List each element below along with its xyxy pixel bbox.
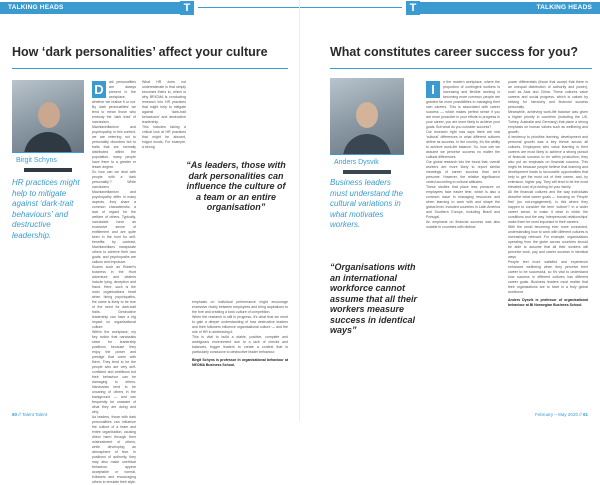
paragraph: This is vital to build a stable, positive, complete and ambiguous environment due to a lack of checks and balances, trigger leaders to create a context that is particularly conducive to destructive leader behaviour. <box>192 335 288 354</box>
title-rule <box>330 68 592 69</box>
body-column-3 <box>192 300 288 404</box>
paragraph: Our global research into the found that, overall workers are more likely to report similar meanings of career success than we’d presume. However, the relative significance varied according to cultural attitudes. <box>426 160 500 184</box>
author-photo <box>330 78 404 170</box>
paragraph: Within the workplace, my key notion that narcissists strive for leadership positions because they enjoy the power and prestige that come with them. They tend to be the people who are very self-confident and ambitious but their behaviour can be damaging to others. Narcissists tend to be uncaring of others in the background — and can frequently be unaware of what they are doing and why. <box>92 330 136 414</box>
footer-separator: // <box>579 412 583 417</box>
standfirst: Business leaders must understand the cultural variations in what motivates workers. <box>330 178 403 229</box>
author-bio <box>508 298 588 308</box>
bio-name: Anders Dysvik <box>508 298 534 302</box>
paragraph: So how can we deal with people with a ‘dark personality’? While narcissism, Machiavellianism and psychopathy differ in many aspects, they share a common characteristic: a lack of regard for the welfare of others. Typically, narcissists have an excessive sense of entitlement and are quite keen in the hunt for self-benefits; by contrast, Machiavellians manipulate others to achieve their own goals; and psychopaths are callous and impulsive. <box>92 170 136 264</box>
portrait-head <box>356 102 378 128</box>
left-page <box>0 0 300 484</box>
magazine-name: Talent Talent <box>21 412 48 417</box>
author-bio: Birgit Schyns is professor in organisational behaviour at NEOMA Business School. <box>192 358 288 367</box>
body-column-2 <box>508 80 588 402</box>
page-footer <box>12 412 47 417</box>
right-page <box>300 0 600 421</box>
paragraph: An emphasis on financial success was also notable in countries with distinct <box>426 220 500 229</box>
magazine-logo-icon: T <box>180 1 194 15</box>
paragraph: n the modern workplace, where the proportion of contingent workers is increasing and flexible working is becoming more common, people are granted far more possibilities in managing their own careers. This is associated with career success — which makes perfect sense if you are more proactive in your efforts to progress in your career, you are more likely to achieve your goals. But what do you consider success? <box>426 80 501 129</box>
body-column-3-top <box>192 80 288 148</box>
title-rule <box>12 68 288 69</box>
footer-separator: // <box>18 412 22 417</box>
author-name: Anders Dysvik <box>330 154 404 170</box>
paragraph: People feel more satisfied and experience enhanced wellbeing when they perceive their career to be successful, so it’s vital to understand how success in different cultures has different career goals. Business leaders must realise that their organisations are to have in a truly global workforce. <box>508 260 588 294</box>
portrait-head <box>38 102 60 128</box>
body-column-2 <box>142 80 186 402</box>
article-title: What constitutes career success for you? <box>330 45 578 59</box>
section-label: TALKING HEADS <box>420 2 600 14</box>
paragraph: These studies that place less pressure on employees face easier time, which is also a common issue in managing resources and when learning to work with and shape the global level. Included countries in Latin America and Southern Europe, including Brazil and Portugal. <box>426 185 500 219</box>
paragraph: power differentials (those that accept that there is an unequal distribution of authority and power), such as Asia and China. These cultures value careers and social progress, which is valued by striving for hierarchy and financial success personally. <box>508 80 588 109</box>
page-number: 60 <box>12 412 18 417</box>
paragraph: emphasis on individual performance might encourage excessive rivalry between employees and bring aspirations to the fore and creating a toxic culture of competition. <box>192 300 288 314</box>
body-column-1 <box>92 80 136 484</box>
author-name: Birgit Schyns <box>12 152 84 168</box>
body-column-1 <box>426 80 500 402</box>
standfirst: HR practices might help to mitigate against ‘dark-trait behaviours’ and destructive leadership. <box>12 178 80 240</box>
header-rule <box>300 7 402 8</box>
drop-cap: D <box>92 81 106 98</box>
paragraph: With the world becoming ever more connected, understanding how to work with different cultures is increasingly relevant. For example, organisations operating from the globe across countries should be able to assume that all their workers will perceive work, pay and career success in identical ways. <box>508 225 588 259</box>
paragraph: When the research is still in progress, it’s clear that we need to gain a deeper understanding of how destructive leaders and their followers influence organisational culture — and the role of HR in addressing it. <box>192 315 288 334</box>
paragraph: ark personalities are always present in the workplace, whether we realise it or not. By ‘dark personalities’ we tend to mean those who embody the ‘dark triad’ of narcissism, Machiavellianism and psychopathy. In this context, we are referring not to personality disorders but to traits that are normally distributed within the population, many people have them to a greater or lesser degree. <box>92 80 136 169</box>
paragraph: Our research right now says there are real ‘cultural’ differences in what different cultures define as success. In the country, it’s the ability to achieve work-life balance. So, how can we assume we perceive success no matter the cultural differences. <box>426 130 500 159</box>
bio-text: is professor of organisational behaviour at BI Norwegian Business School. <box>508 298 588 307</box>
page-number: 61 <box>582 412 588 417</box>
section-label: TALKING HEADS <box>0 2 180 14</box>
paragraph: A tendency to prioritise learning, development and personal growth was a key theme across all cultures. Employees who value learning in their careers are most likely to achieve a strong pursuit of financial success to be within production; they also put an emphasis on financial success. This might be because people believe that learning and development leads to favourable opportunities that help to get the most out of their career, and, by extension, higher pay. They will tend to be the most elevated cost of providing for your family. <box>508 135 588 189</box>
header-rule <box>198 7 300 8</box>
paragraph: Meanwhile, achieving work-life balance was given a higher priority in countries (including the UK, Turkey, Australia and Germany) that place a strong emphasis on human values such as wellbeing and growth. <box>508 110 588 134</box>
paragraph: What HR does not underestimate is that simply becomes theirs to, which is why BRICMA is conducting research into HR practices that might help to mitigate against ‘dark-trait behaviours’ and destructive leadership. <box>142 80 186 124</box>
paragraph: Scams such as Robert’s business in the Hunt adventure and dealers include lying, deception and fraud. Here, such is the main organisations heart when hiring psychopaths, the same is likely to be true of the need for dark-trait traits. Destructive leadership can have a big impact on organisational culture. <box>92 265 136 329</box>
author-photo <box>12 80 84 168</box>
paragraph: All the financial cultures and the way individuals describe what career goals — focusing on ‘People first’ (so not-engagement). Is this where they happen to consider the term ‘culture’? In a wider career sense, to make it clear in which the conditions and the way ‘interpersonal relationships’ make them be most important in their careers. <box>508 190 588 224</box>
issue-date: February – May 2020 <box>535 412 578 417</box>
pull-quote: “Organisations with an international workforce cannot assume that all their workers measure success in identical ways” <box>330 262 418 335</box>
paragraph: This includes taking a critical look at HR practices that might be abused, edged words. For example, a strong <box>142 125 186 149</box>
paragraph: As leaders, those with dark personalities can influence the culture of a team and entire organisation, causing direct harm through their mistreatment of others, while developing an atmosphere of fear. In positions of authority, they may also make unethical behaviour appear acceptable or normal, followers and encouraging others to emulate their style. <box>92 415 136 484</box>
pull-quote: “As leaders, those with dark personalities can influence the culture of a team or an entire organisation” <box>186 160 286 212</box>
section-header <box>300 0 600 15</box>
magazine-logo-icon: T <box>406 1 420 15</box>
drop-cap: I <box>426 81 440 98</box>
page-footer <box>535 412 588 417</box>
article-title: How ‘dark personalities’ affect your culture <box>12 45 268 59</box>
section-header <box>0 0 300 15</box>
